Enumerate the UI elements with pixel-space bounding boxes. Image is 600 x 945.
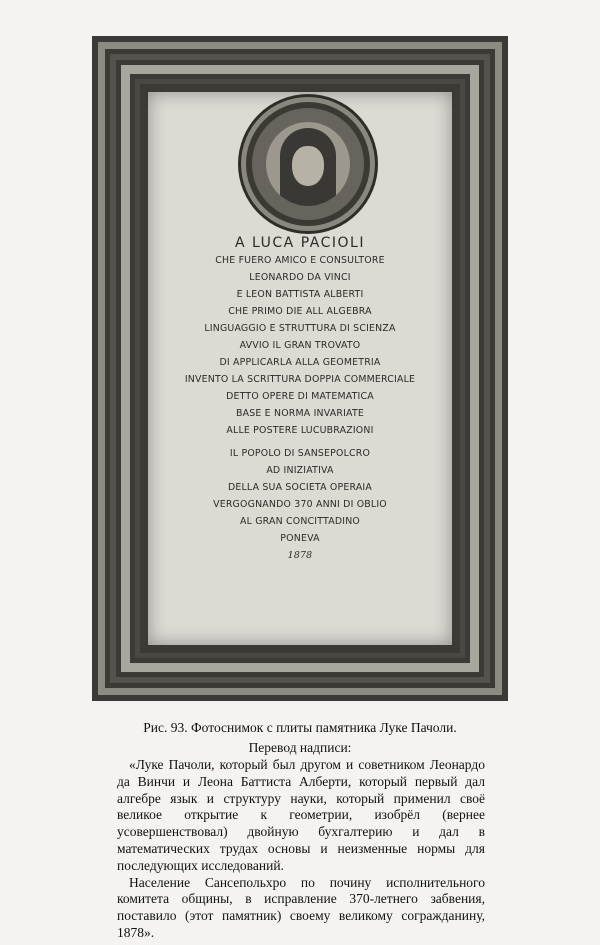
marble-slab bbox=[148, 92, 452, 645]
translation-paragraph: «Луке Пачоли, который был другом и советником Леонардо да Винчи и Леона Баттиста Алберти, который первый дал алгебре язык и структуру науки, который применил своё великое открытие к геометрии, изобрёл (вернее усовершенствовал) двойную бухгалтерию и дал в математических трудах основы и неизменные нормы для последующих исследований. bbox=[117, 757, 485, 873]
plaque-inscription bbox=[148, 234, 452, 564]
inscription-line: PONEVA bbox=[280, 533, 320, 544]
monk-face bbox=[292, 146, 324, 186]
inscription-line: BASE E NORMA INVARIATE bbox=[235, 408, 364, 419]
inscription-line: LINGUAGGIO E STRUTTURA DI SCIENZA bbox=[204, 323, 396, 334]
inscription-title: A LUCA PACIOLI bbox=[235, 235, 365, 251]
inscription-line: IL POPOLO DI SANSEPOLCRO bbox=[229, 448, 371, 459]
inscription-line: DI APPLICARLA ALLA GEOMETRIA bbox=[219, 357, 381, 368]
inscription-line: ALLE POSTERE LUCUBRAZIONI bbox=[226, 425, 374, 436]
inscription-line: VERGOGNANDO 370 ANNI DI OBLIO bbox=[213, 499, 387, 510]
inscription-line: E LEON BATTISTA ALBERTI bbox=[236, 289, 364, 300]
inscription-line: AL GRAN CONCITTADINO bbox=[239, 516, 361, 527]
inscription-line: DELLA SUA SOCIETA OPERAIA bbox=[227, 482, 373, 493]
inscription-line: INVENTO LA SCRITTURA DOPPIA COMMERCIALE bbox=[184, 374, 416, 385]
inscription-line: CHE PRIMO DIE ALL ALGEBRA bbox=[228, 306, 372, 317]
translation-text bbox=[117, 757, 485, 942]
inscription-line: AVVIO IL GRAN TROVATO bbox=[239, 340, 361, 351]
portrait-medallion bbox=[246, 102, 370, 226]
portrait-image bbox=[266, 122, 350, 206]
translation-paragraph: Население Сансепольхро по почину исполнительного комитета общины, в исправление 370-летнего забвения, поставило (этот памятник) своему великому согражданину, 1878». bbox=[117, 874, 485, 940]
inscription-line: LEONARDO DA VINCI bbox=[249, 272, 351, 283]
inscription-line: CHE FUERO AMICO E CONSULTORE bbox=[215, 255, 385, 266]
plaque-photograph bbox=[92, 36, 508, 701]
inscription-line: DETTO OPERE DI MATEMATICA bbox=[226, 391, 374, 402]
inscription-year: 1878 bbox=[287, 550, 313, 561]
translation-heading: Перевод надписи: bbox=[248, 740, 352, 755]
inscription-line: AD INIZIATIVA bbox=[266, 465, 334, 476]
figure-caption: Рис. 93. Фотоснимок с плиты памятника Луке Пачоли. bbox=[143, 720, 457, 735]
